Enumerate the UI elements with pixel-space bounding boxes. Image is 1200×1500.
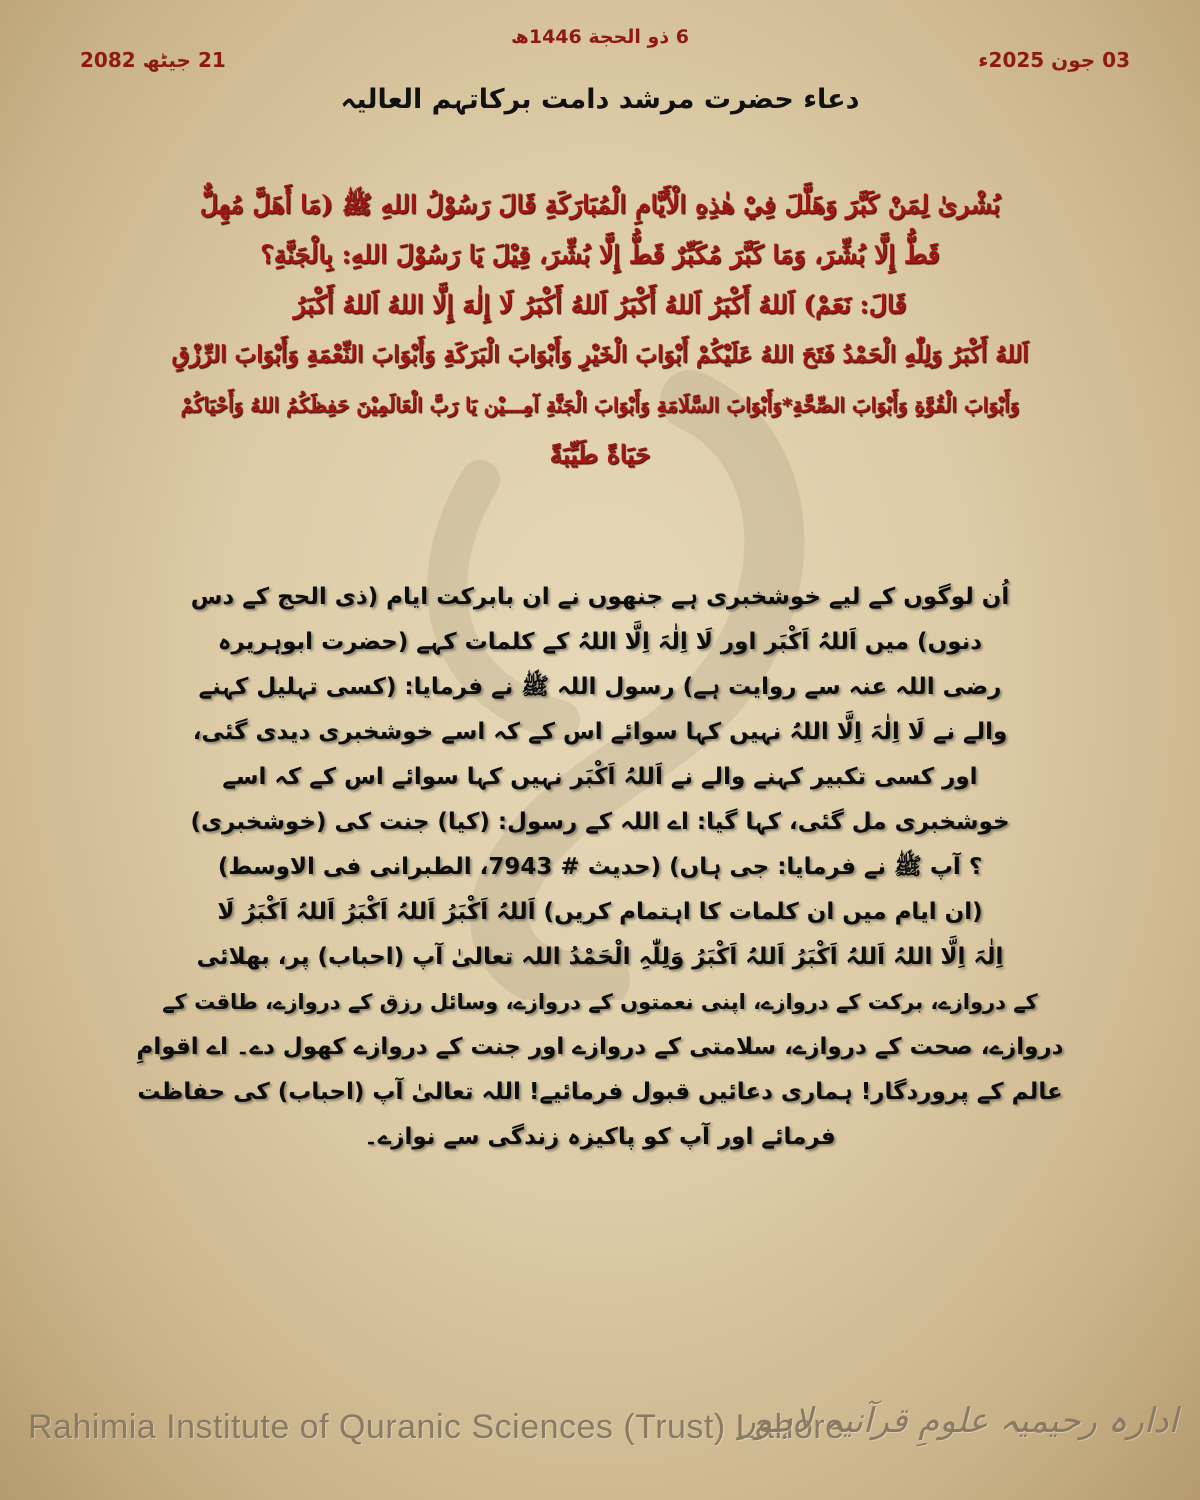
arabic-line: اَللهُ أَكْبَرُ وَلِلّٰهِ الْحَمْدُ فَتَحَ اللهُ عَلَيْكُمْ أَبْوَابَ الْخَيْرِ وَأَبْوَابَ الْبَرَكَةِ وَأَبْوَابَ النِّعْمَةِ وَأَبْوَابَ الرِّزْقِ xyxy=(171,341,1029,368)
hijri-date: 6 ذو الحجة 1446ھ xyxy=(511,26,689,48)
urdu-line: ؟ آپ ﷺ نے فرمایا: جی ہاں) (حدیث # 7943، الطبرانی فی الاوسط) xyxy=(217,854,983,880)
arabic-line: قَطُّ إِلَّا بُشِّرَ، وَمَا كَبَّرَ مُكَبِّرٌ قَطُّ إِلَّا بُشِّرَ، قِيْلَ يَا رَسُوْلَ اللهِ: بِالْجَنَّةِ؟ xyxy=(260,240,940,269)
page-title: دعاء حضرت مرشد دامت برکاتہم العالیہ xyxy=(340,84,860,115)
bikrami-date: 21 جیٹھ 2082 xyxy=(80,48,226,72)
urdu-line: رضی اللہ عنہ سے روایت ہے) رسول اللہ ﷺ نے فرمایا: (کسی تہلیل کہنے xyxy=(198,674,1002,700)
arabic-line: حَيَاةً طَيِّبَةً xyxy=(549,440,651,469)
urdu-line: اِلٰہَ اِلَّا اللہُ اَللہُ اَکْبَرُ اَللہُ اَکْبَرُ وَلِلّٰہِ الْحَمْدُ اللہ تعالیٰ آپ (احباب) پر، بھلائی xyxy=(196,944,1004,970)
institute-name-urdu: ادارہ رحیمیہ علومِ قرآنیہ لاہور xyxy=(739,1401,1178,1441)
gregorian-date: 03 جون 2025ء xyxy=(978,48,1130,72)
urdu-line: دروازے، صحت کے دروازے، سلامتی کے دروازے اور جنت کے دروازے کھول دے۔ اے اقوامِ xyxy=(136,1034,1064,1060)
arabic-line: بُشْرىٰ لِمَنْ كَبَّرَ وَهَلَّلَ فِيْ هٰذِهِ الْأَيَّامِ الْمُبَارَكَةِ قَالَ رَسُوْلُ اللهِ ﷺ (مَا أَهَلَّ مُهِلٌّ xyxy=(199,190,1001,219)
urdu-line: عالم کے پروردگار! ہماری دعائیں قبول فرمائیے! اللہ تعالیٰ آپ (احباب) کی حفاظت xyxy=(137,1079,1063,1105)
urdu-line: فرمائے اور آپ کو پاکیزہ زندگی سے نوازے۔ xyxy=(364,1124,836,1150)
arabic-line: قَالَ: نَعَمْ) اَللهُ أَكْبَرُ اَللهُ أَكْبَرُ اَللهُ أَكْبَرُ لَا إِلٰهَ إِلَّا اللهُ اَللهُ أَكْبَرُ xyxy=(293,290,907,319)
arabic-line: وَأَبْوَابَ الْقُوَّةِ وَأَبْوَابَ الصِّحَّةِ*وَأَبْوَابَ السَّلَامَةِ وَأَبْوَابَ الْجَنَّةِ آمِـــيْن يَا رَبَّ الْعَالَمِيْنَ حَفِظَكُمُ اللهُ وَأَحْيَاكُمْ xyxy=(180,393,1020,417)
urdu-line: (ان ایام میں ان کلمات کا اہتمام کریں) اَللہُ اَکْبَرُ اَللہُ اَکْبَرُ اَللہُ اَکْبَرُ لَا xyxy=(217,899,983,925)
footer xyxy=(0,1400,1200,1480)
urdu-line: کے دروازے، برکت کے دروازے، اپنی نعمتوں کے دروازے، وسائل رزق کے دروازے، طاقت کے xyxy=(162,990,1038,1014)
urdu-line: اور کسی تکبیر کہنے والے نے اَللہُ اَکْبَر نہیں کہا سوائے اس کے کہ اسے xyxy=(222,764,978,790)
arabic-dua xyxy=(70,180,1130,480)
urdu-translation xyxy=(120,575,1080,1160)
urdu-line: خوشخبری مل گئی، کہا گیا: اے اللہ کے رسول: (کیا) جنت کی (خوشخبری) xyxy=(190,809,1010,835)
urdu-line: اُن لوگوں کے لیے خوشخبری ہے جنھوں نے ان بابرکت ایام (ذی الحج کے دس xyxy=(190,584,1010,610)
date-header xyxy=(70,22,1130,82)
institute-name-english: Rahimia Institute of Quranic Sciences (Trust) Lahore xyxy=(28,1408,845,1446)
urdu-line: والے نے لَا اِلٰہَ اِلَّا اللہُ نہیں کہا سوائے اس کے کہ اسے خوشخبری دیدی گئی، xyxy=(192,719,1008,745)
urdu-line: دنوں) میں اَللہُ اَکْبَر اور لَا اِلٰہَ اِلَّا اللہُ کے کلمات کہے (حضرت ابوہریرہ xyxy=(217,629,983,655)
